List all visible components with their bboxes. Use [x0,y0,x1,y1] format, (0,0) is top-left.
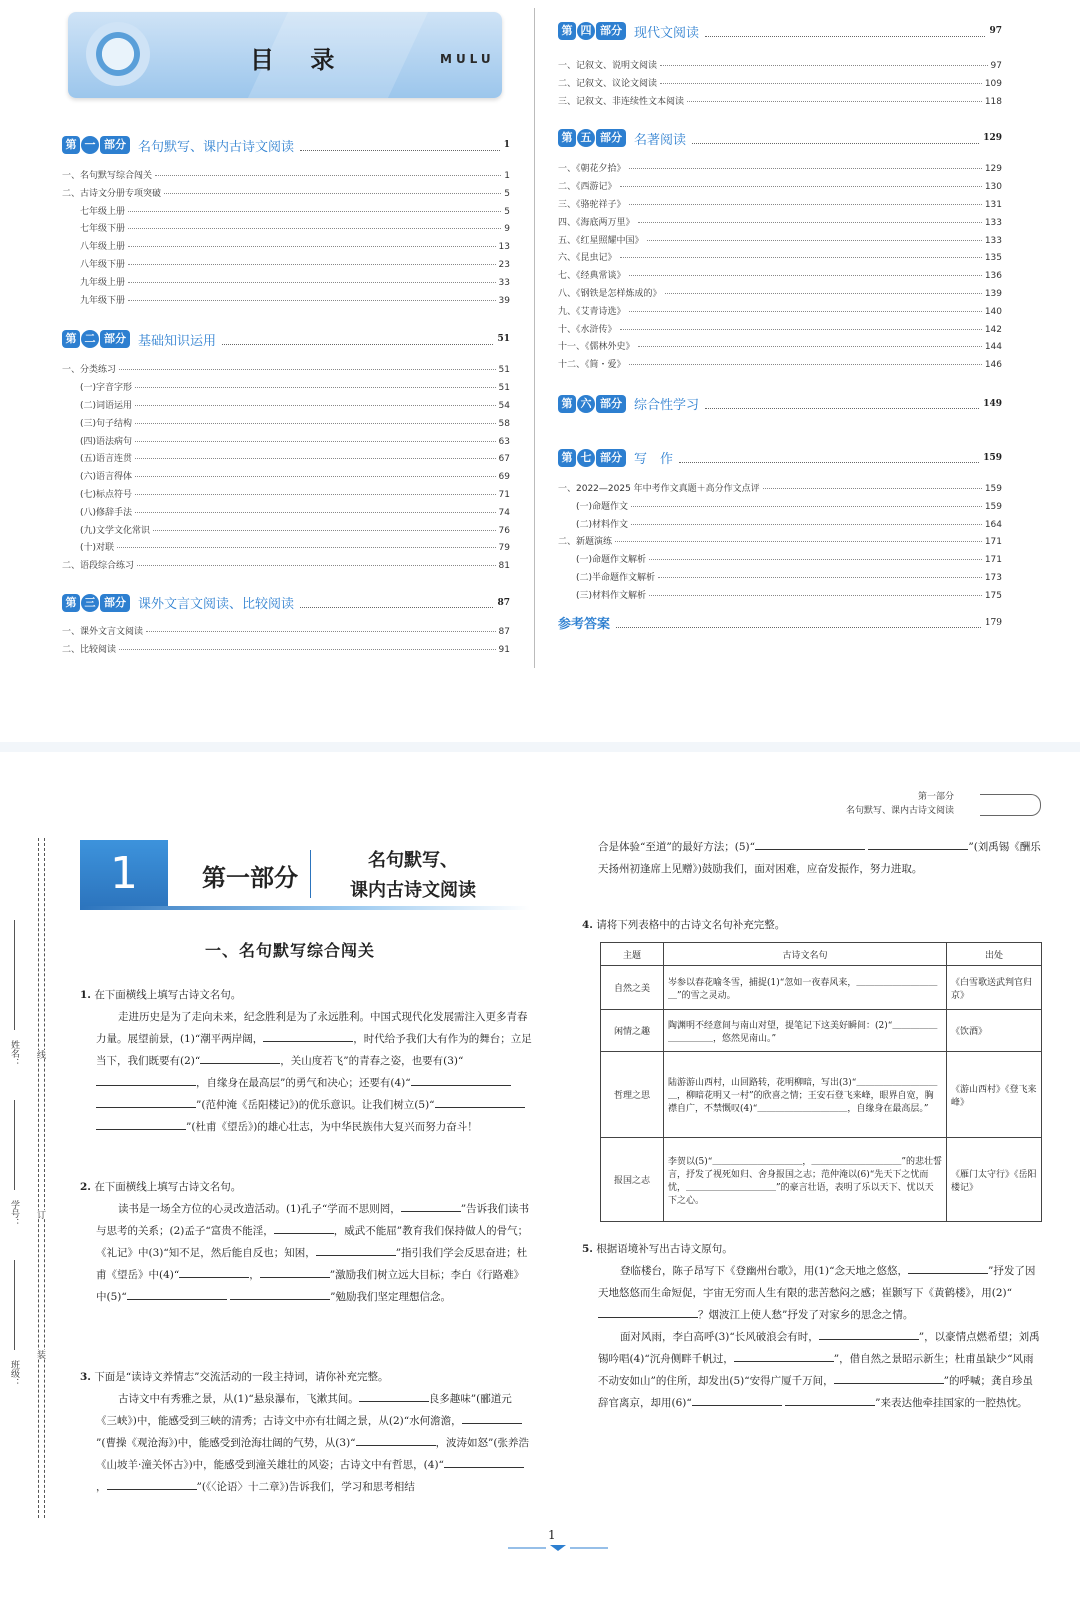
name-label: 姓名： [9,1040,19,1067]
section-page: 149 [983,398,1002,409]
toc-section-4[interactable] [558,20,1002,42]
leader-dots [616,617,981,628]
toc-items-7 [558,481,1002,606]
running-header-part: 第一部分 [918,792,955,802]
toc-item[interactable]: (十)对联 79 [80,543,510,554]
answer-blank[interactable] [274,1221,334,1234]
chapter-header [80,840,530,910]
answer-blank[interactable] [435,1095,525,1108]
toc-item[interactable]: 十一、《儒林外史》 144 [558,342,1002,353]
toc-item[interactable]: (五)语言连贯 67 [80,454,510,465]
binding-zhuang: 装 [35,1350,45,1359]
toc-item[interactable]: 九、《艾青诗选》 140 [558,306,1002,317]
toc-section-2[interactable] [62,328,510,350]
toc-item[interactable]: 九年级上册 33 [80,277,510,288]
header-bracket [980,794,1041,816]
chapter-underline [80,906,530,910]
toc-item[interactable]: (四)语法病句 63 [80,436,510,447]
toc-item[interactable]: (七)标点符号 71 [80,489,510,500]
toc-item[interactable]: 七年级下册 9 [80,224,510,235]
toc-item[interactable]: 八年级上册 13 [80,242,510,253]
answer-blank[interactable] [834,1371,944,1384]
answers-page: 179 [984,617,1002,628]
leader-dots [705,26,985,37]
page-number: 1 [548,1528,556,1542]
toc-items-5 [558,161,1002,375]
toc-item[interactable]: 四、《海底两万里》 133 [558,217,1002,228]
answer-blank[interactable] [96,1095,196,1108]
section-heading: 一、名句默写综合闯关 [205,941,376,960]
answer-blank[interactable] [263,1029,353,1042]
toc-item[interactable]: 八、《钢铁是怎样炼成的》 139 [558,288,1002,299]
section-page: 87 [497,597,510,608]
leader-dots [679,452,979,463]
page-gap [0,742,1080,752]
leader-dots [300,597,493,608]
toc-item[interactable]: (三)材料作文解析 175 [576,590,1002,601]
student-id-label: 学号： [9,1200,19,1227]
toc-item[interactable]: (六)语言得体 69 [80,472,510,483]
table-header: 出处 [947,943,1042,966]
answers-title: 参考答案 [558,617,611,633]
toc-items-3 [62,624,510,660]
answer-blank[interactable] [908,1261,988,1274]
toc-item[interactable]: 一、记叙文、说明文阅读 97 [558,61,1002,71]
answer-blank[interactable] [316,1243,396,1256]
toc-section-5[interactable] [558,127,1002,149]
answer-blank[interactable] [819,1327,919,1340]
toc-item[interactable]: (一)命题作文解析 171 [576,555,1002,566]
answer-blank[interactable] [260,1265,330,1278]
answer-blank[interactable] [401,1199,461,1212]
table-row: 哲理之思 陆游游山西村，山回路转，花明柳暗，写出(3)“＿＿＿＿＿＿＿＿＿＿，柳暗花明又一村”的欣喜之情；王安石登飞来峰，眼界自宽，胸襟自广，不禁慨叹(4)“＿＿＿＿＿＿＿＿＿＿，自缘身在最高层。” 《游山西村》《登飞来峰》 [601,1052,1042,1138]
name-line[interactable] [14,920,15,1030]
toc-item[interactable]: 十、《水浒传》 142 [558,324,1002,335]
toc-title-pinyin: MULU [440,52,495,66]
poem-table-wrap [600,942,1042,1222]
binding-line [44,838,45,1518]
toc-item[interactable]: 二、语段综合练习 81 [62,561,510,572]
toc-item[interactable]: 一、课外文言文阅读 87 [62,626,510,637]
chapter-part: 第一部分 [202,863,298,892]
running-header-title: 名句默写、课内古诗文阅读 [846,806,955,816]
section-title: 写 作 [634,452,674,468]
toc-section-1[interactable] [62,134,510,156]
answer-blank[interactable] [127,1287,227,1300]
section-title: 基础知识运用 [138,333,217,349]
binding-xian: 线 [35,1050,45,1059]
toc-answers[interactable] [558,612,1002,634]
toc-item[interactable]: 二、记叙文、议论文阅读 109 [558,78,1002,89]
class-label: 班级： [9,1360,19,1387]
badge-num: 一 [81,136,99,154]
answer-blank[interactable] [785,1393,875,1406]
toc-item[interactable]: 七年级上册 5 [80,206,510,217]
toc-left-column [62,134,510,660]
answer-blank[interactable] [179,1265,249,1278]
chapter-title: 名句默写、 课内古诗文阅读 [350,850,476,901]
answer-blank[interactable] [598,1305,698,1318]
section-page: 1 [503,140,510,150]
answer-blank[interactable] [356,1433,436,1446]
leader-dots [705,398,979,409]
toc-banner [68,12,502,98]
chapter-number: 1 [80,840,168,908]
section-title: 综合性学习 [634,398,700,414]
toc-item[interactable]: 二、古诗文分册专项突破 5 [62,188,510,199]
table-header: 古诗文名句 [664,943,947,966]
section-title: 名句默写、课内古诗文阅读 [138,139,295,155]
answer-blank[interactable] [755,837,865,850]
toc-items-1 [62,168,510,310]
toc-item[interactable]: 二、新题演练 171 [558,537,1002,548]
toc-section-6[interactable] [558,393,1002,415]
toc-item[interactable]: (二)词语运用 54 [80,400,510,411]
question-2: 2. 在下面横线上填写古诗文名句。 读书是一场全方位的心灵改造活动。(1)孔子“学而不思则罔， ”告诉我们读书与思考的关系；(2)孟子“富贵不能淫， ，威武不能屈”教育我们保持做人的骨气；《礼记》中(3)“知不足，然后能自反也；知困， ”指引我们学会反思奋进；杜甫《望岳》中(4)“ ， ”激励我们树立远大目标；李白《行路难》中(5)“ ”勉励我们坚定理想信念。 [80,1181,530,1303]
toc-item[interactable]: 九年级下册 39 [80,295,510,306]
toc-item[interactable]: 三、记叙文、非连续性文本阅读 118 [558,96,1002,107]
running-header [846,790,954,818]
toc-item[interactable]: 七、《经典常谈》 136 [558,271,1002,282]
poem-table [600,942,1042,1222]
toc-item[interactable]: 一、名句默写综合闯关 1 [62,171,510,181]
answer-blank[interactable] [734,1349,834,1362]
section-badge: 第 七 部分 [558,449,626,467]
section-title: 现代文阅读 [634,25,700,41]
toc-title: 目 录 [250,45,349,74]
toc-item[interactable]: 一、《朝花夕拾》 129 [558,164,1002,175]
section-badge [62,136,130,154]
leader-dots [692,133,979,144]
answer-blank[interactable] [692,1393,782,1406]
question-3: 3. 下面是“读诗文养情志”交流活动的一段主持词，请你补充完整。 古诗文中有秀雅之景，从(1)“悬泉瀑布，飞漱其间。 良多趣味”(郦道元《三峡》)中，能感受到三峡的清秀；古诗文中亦有壮阔之景，从(2)“水何澹澹，”(曹操《观沧海》)中，能感受到沧海壮阔的气势，从(3)“ ，波涛如怒”(张养浩《山坡羊·潼关怀古》)中，能感受到潼关雄壮的风姿；古诗文中有哲思，(4)“， ”(《〈论语〉十二章》)告诉我们，学习和思考相结 [80,1371,530,1493]
section-title: 名著阅读 [634,132,687,148]
toc-item[interactable]: (一)字音字形 51 [80,383,510,394]
toc-right-column [558,20,1002,634]
section-badge: 第 四 部分 [558,22,626,40]
section-badge: 第 二 部分 [62,330,130,348]
question-1: 1. 在下面横线上填写古诗文名句。 走进历史是为了走向未来，纪念胜利是为了永远胜利。中国式现代化发展需注入更多青春力量。展望前景，(1)“潮平两岸阔， ，时代给予我们大有作为的舞台；立足当下，我们既要有(2)“ ，关山度若飞”的青春之姿，也要有(3)“，自缘身在最高层”的勇气和决心；还要有(4)“ ”(范仲淹《岳阳楼记》)的优乐意识。让我们树立(5)“ ”(杜甫《望岳》)的雄心壮志，为中华民族伟大复兴而努力奋斗！ [80,989,532,1133]
toc-items-4 [558,58,1002,111]
table-row: 自然之美 岑参以春花喻冬雪，捕捉(1)“忽如一夜春风来，＿＿＿＿＿＿＿＿＿＿”的雪之灵动。 《白雪歌送武判官归京》 [601,966,1042,1010]
answer-blank[interactable] [444,1455,524,1468]
section-page: 159 [983,452,1002,463]
binding-line [38,838,39,1518]
answer-blank[interactable] [96,1117,186,1130]
binding-ding: 订 [35,1210,45,1219]
toc-section-7[interactable] [558,447,1002,469]
toc-section-3[interactable] [62,592,510,614]
table-header: 主题 [601,943,664,966]
toc-item[interactable]: 一、分类练习 51 [62,365,510,376]
toc-items-2 [62,362,510,576]
section-badge: 第 五 部分 [558,129,626,147]
toc-item[interactable]: 三、《骆驼祥子》 131 [558,199,1002,210]
answer-blank[interactable] [462,1411,522,1424]
section-page: 51 [497,334,510,345]
section-page: 97 [989,26,1002,36]
leader-dots [300,140,500,151]
toc-item[interactable]: 二、比较阅读 91 [62,644,510,655]
answer-blank[interactable] [359,1389,429,1402]
section-badge: 第 六 部分 [558,395,626,413]
answer-blank[interactable] [868,837,968,850]
toc-item[interactable]: (一)命题作文 159 [576,501,1002,512]
chapter-separator [310,850,311,898]
page-number-ornament-icon [508,1544,608,1552]
badge-di: 第 [62,136,80,154]
section-page: 129 [983,133,1002,144]
toc-item[interactable]: 一、2022—2025 年中考作文真题＋高分作文点评 159 [558,483,1002,494]
toc-item[interactable]: 八年级下册 23 [80,259,510,270]
toc-item[interactable]: (八)修辞手法 74 [80,507,510,518]
answer-blank[interactable] [411,1073,511,1086]
leader-dots [222,334,493,345]
answer-blank[interactable] [230,1287,330,1300]
table-row: 报国之志 李贺以(5)“＿＿＿＿＿＿＿＿＿＿，＿＿＿＿＿＿＿＿＿＿”的悲壮誓言，抒发了视死如归、舍身报国之志；范仲淹以(6)“先天下之忧而忧，＿＿＿＿＿＿＿＿＿＿”的豪言壮语，表明了乐以天下、忧以天下之心。 《雁门太守行》《岳阳楼记》 [601,1138,1042,1222]
badge-bufen: 部分 [100,136,130,154]
toc-item[interactable]: 十二、《简・爱》 146 [558,360,1002,371]
table-row: 闲情之趣 陶渊明不经意间与南山对望，提笔记下这美好瞬间：(2)“＿＿＿＿＿＿＿＿＿＿，悠然见南山。” 《饮酒》 [601,1010,1042,1052]
answer-blank[interactable] [200,1051,280,1064]
toc-item[interactable]: 五、《红星照耀中国》 133 [558,235,1002,246]
toc-item[interactable]: (九)文学文化常识 76 [80,525,510,536]
answer-blank[interactable] [107,1477,197,1490]
toc-item[interactable]: (二)材料作文 164 [576,519,1002,530]
answer-blank[interactable] [96,1073,196,1086]
toc-item[interactable]: 二、《西游记》 130 [558,182,1002,193]
section-badge: 第 三 部分 [62,594,130,612]
toc-column-divider [534,8,535,668]
question-5: 5. 根据语境补写出古诗文原句。 登临楼台，陈子昂写下《登幽州台歌》，用(1)“念天地之悠悠， ”抒发了因天地悠悠而生命短促，宇宙无穷而人生有限的悲苦愁闷之感；崔颢写下《黄鹤楼》，用(2)“？烟波江上使人愁”抒发了对家乡的思念之情。 面对风雨，李白高呼(3)“长风破浪会有时， ”，以豪情点燃希望；刘禹锡吟唱(4)“沉舟侧畔千帆过， ”，借自然之景昭示新生；杜甫虽缺少“风雨不动安如山”的住所，却发出(5)“安得广厦千万间， ”的呼喊；龚自珍虽辞官离京，却用(6)“ ”来表达他牵挂国家的一腔热忱。 [582,1243,1040,1409]
student-id-line[interactable] [14,1100,15,1190]
section-title: 课外文言文阅读、比较阅读 [138,597,295,613]
toc-item[interactable]: 六、《昆虫记》 135 [558,253,1002,264]
sun-logo-icon [86,22,150,86]
toc-item[interactable]: (二)半命题作文解析 173 [576,572,1002,583]
question-3-continued: 合是体验“至道”的最好方法；(5)“ ”(刘禹锡《酬乐天扬州初逢席上见赠》)鼓励我们，面对困难，应奋发振作，努力进取。 [582,836,1042,880]
question-4: 4. 请将下列表格中的古诗文名句补充完整。 [582,919,786,931]
toc-item[interactable]: (三)句子结构 58 [80,418,510,429]
class-line[interactable] [14,1260,15,1350]
